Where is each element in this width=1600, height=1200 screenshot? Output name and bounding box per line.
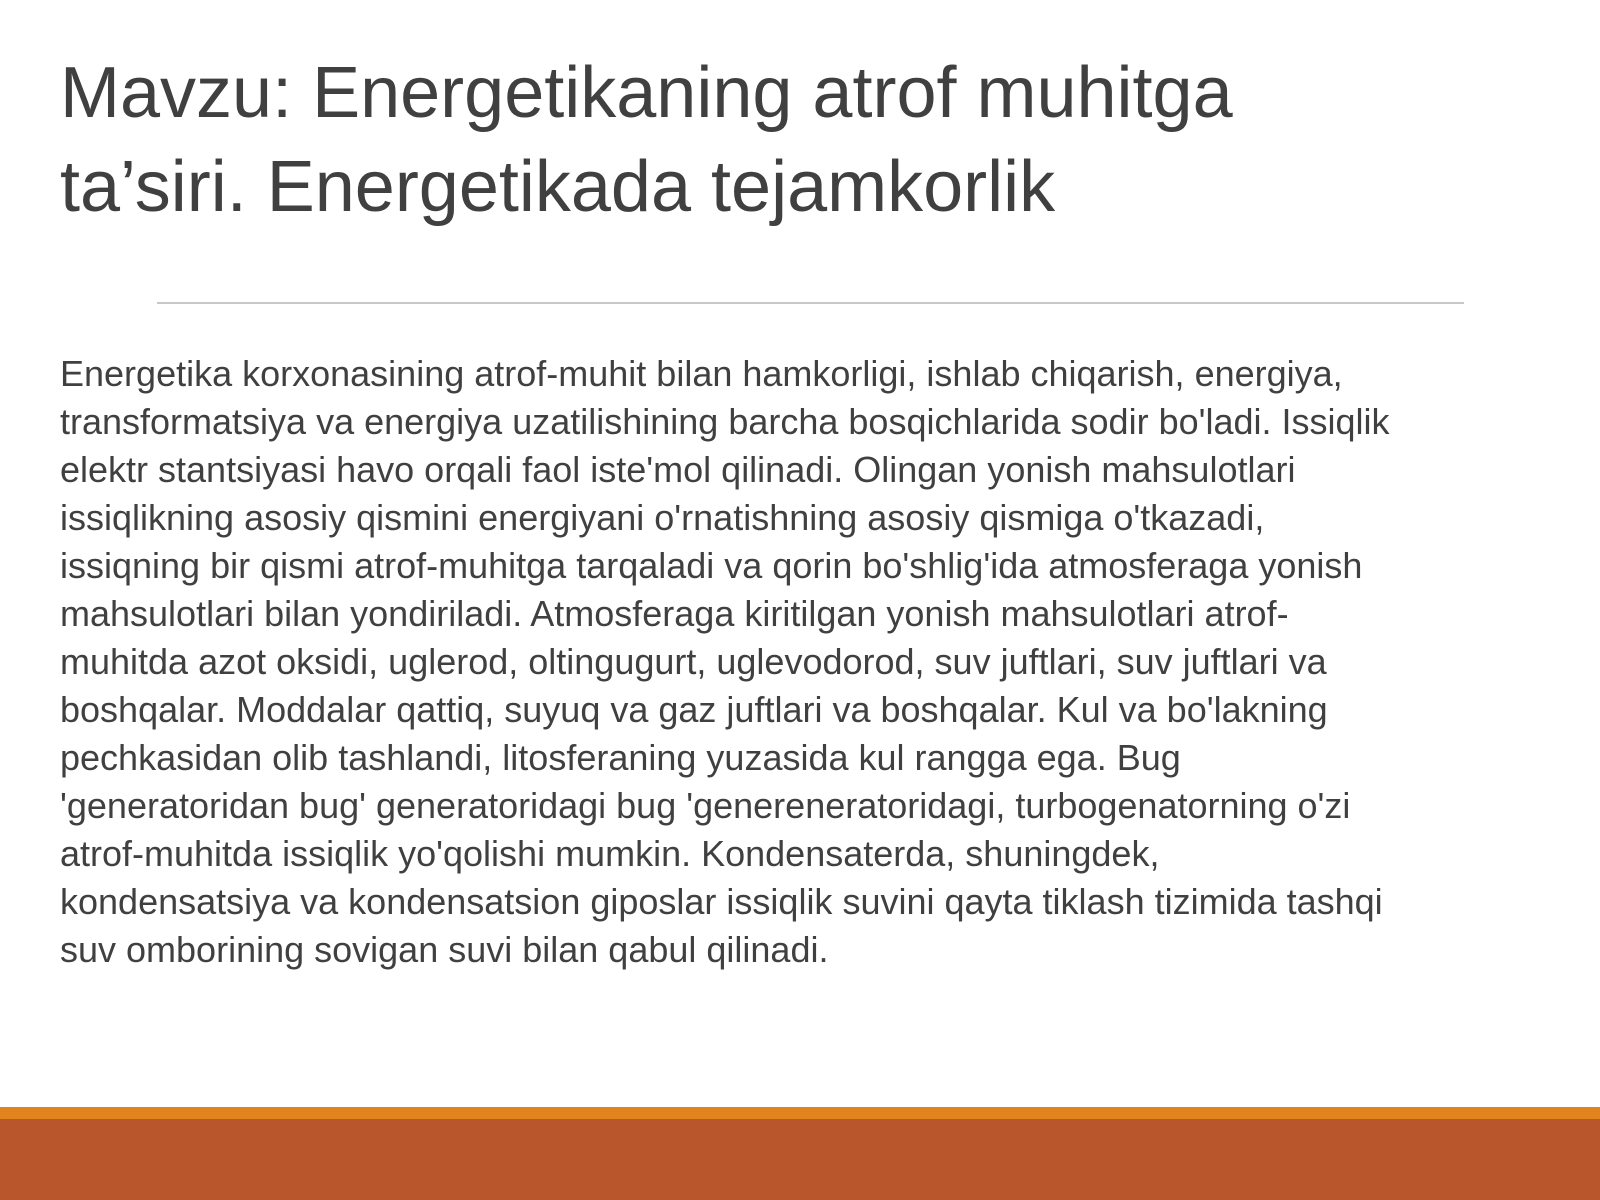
slide-body-text: Energetika korxonasining atrof-muhit bilan hamkorligi, ishlab chiqarish, energiya, transformatsiya va energiya uzatilishining barcha bosqichlarida sodir bo'ladi. Issiqlik elektr stantsiyasi havo orqali faol iste'mol qilinadi. Olingan yonish mahsulotlari issiqlikning asosiy qismini energiyani o'rnatishning asosiy qismiga o'tkazadi, issiqning bir qismi atrof-muhitga tarqaladi va qorin bo'shlig'ida atmosferaga yonish mahsulotlari bilan yondiriladi. Atmosferaga kiritilgan yonish mahsulotlari atrof- muhitda azot oksidi, uglerod, oltingugurt, uglevodorod, suv juftlari, suv juftlari va boshqalar. Moddalar qattiq, suyuq va gaz juftlari va boshqalar. Kul va bo'lakning pechkasidan olib tashlandi, litosferaning yuzasida kul rangga ega. Bug 'generatoridan bug' generatoridagi bug 'genereneratoridagi, turbogenatorning o'zi atrof-muhitda issiqlik yo'qolishi mumkin. Kondensaterda, shuningdek, kondensatsiya va kondensatsion giposlar issiqlik suvini qayta tiklash tizimida tashqi suv omborining sovigan suvi bilan qabul qilinadi. xyxy=(60,353,1390,970)
title-divider xyxy=(157,302,1464,304)
slide-title: Mavzu: Energetikaning atrof muhitga ta’siri. Energetikada tejamkorlik xyxy=(60,53,1233,227)
footer-band xyxy=(0,1119,1600,1200)
footer-accent-stripe xyxy=(0,1107,1600,1119)
